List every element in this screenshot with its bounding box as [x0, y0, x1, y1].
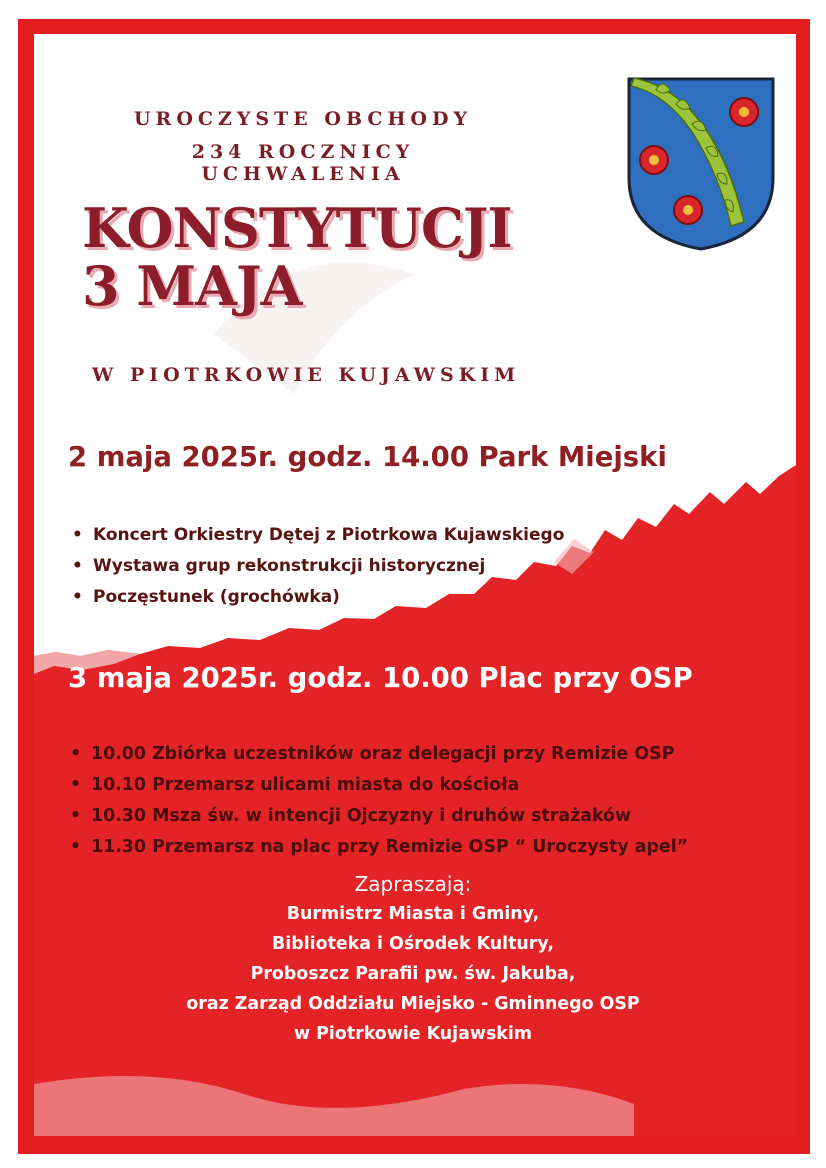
- title-line-1: KONSTYTUCJI: [82, 196, 512, 260]
- day1-program-list: [70, 520, 564, 613]
- place-subtitle: W PIOTRKOWIE KUJAWSKIM: [92, 364, 521, 386]
- rose-2-icon: [640, 146, 668, 174]
- day2-program-item: • 11.30 Przemarsz na plac przy Remizie OSP “ Uroczysty apel”: [68, 832, 688, 863]
- day2-program-item: • 10.30 Msza św. w intencji Ojczyzny i druhów strażaków: [68, 801, 688, 832]
- day2-date-line: 3 maja 2025r. godz. 10.00 Plac przy OSP: [68, 662, 693, 694]
- day1-program-item: • Wystawa grup rekonstrukcji historycznej: [70, 551, 564, 582]
- title-line-2: 3 MAJA: [82, 254, 302, 319]
- organizers-block: [18, 869, 808, 1049]
- organizers-intro: Zapraszają:: [354, 872, 472, 896]
- rose-1-icon: [730, 98, 758, 126]
- day2-program-item: • 10.10 Przemarsz ulicami miasta do kościoła: [68, 770, 688, 801]
- organizer-line: oraz Zarząd Oddziału Miejsko - Gminnego OSP: [186, 994, 640, 1014]
- day1-program-item: • Poczęstunek (grochówka): [70, 582, 564, 613]
- poster-border: [18, 19, 810, 1154]
- organizer-line: Proboszcz Parafii pw. św. Jakuba,: [250, 964, 576, 984]
- organizer-line: Biblioteka i Ośrodek Kultury,: [272, 934, 554, 954]
- header-line-1: UROCZYSTE OBCHODY: [133, 108, 473, 130]
- main-title: [82, 196, 512, 319]
- header-line-2: 234 ROCZNICY UCHWALENIA: [191, 141, 415, 185]
- rose-3-icon: [674, 196, 702, 224]
- coat-of-arms-icon: [626, 76, 776, 252]
- day1-program-item: • Koncert Orkiestry Dętej z Piotrkowa Kujawskiego: [70, 520, 564, 551]
- organizer-line: w Piotrkowie Kujawskim: [294, 1024, 532, 1044]
- day1-date-line: 2 maja 2025r. godz. 14.00 Park Miejski: [68, 441, 667, 473]
- day2-program-list: [68, 739, 688, 863]
- day2-program-item: • 10.00 Zbiórka uczestników oraz delegacji przy Remizie OSP: [68, 739, 688, 770]
- organizer-line: Burmistrz Miasta i Gminy,: [286, 904, 540, 924]
